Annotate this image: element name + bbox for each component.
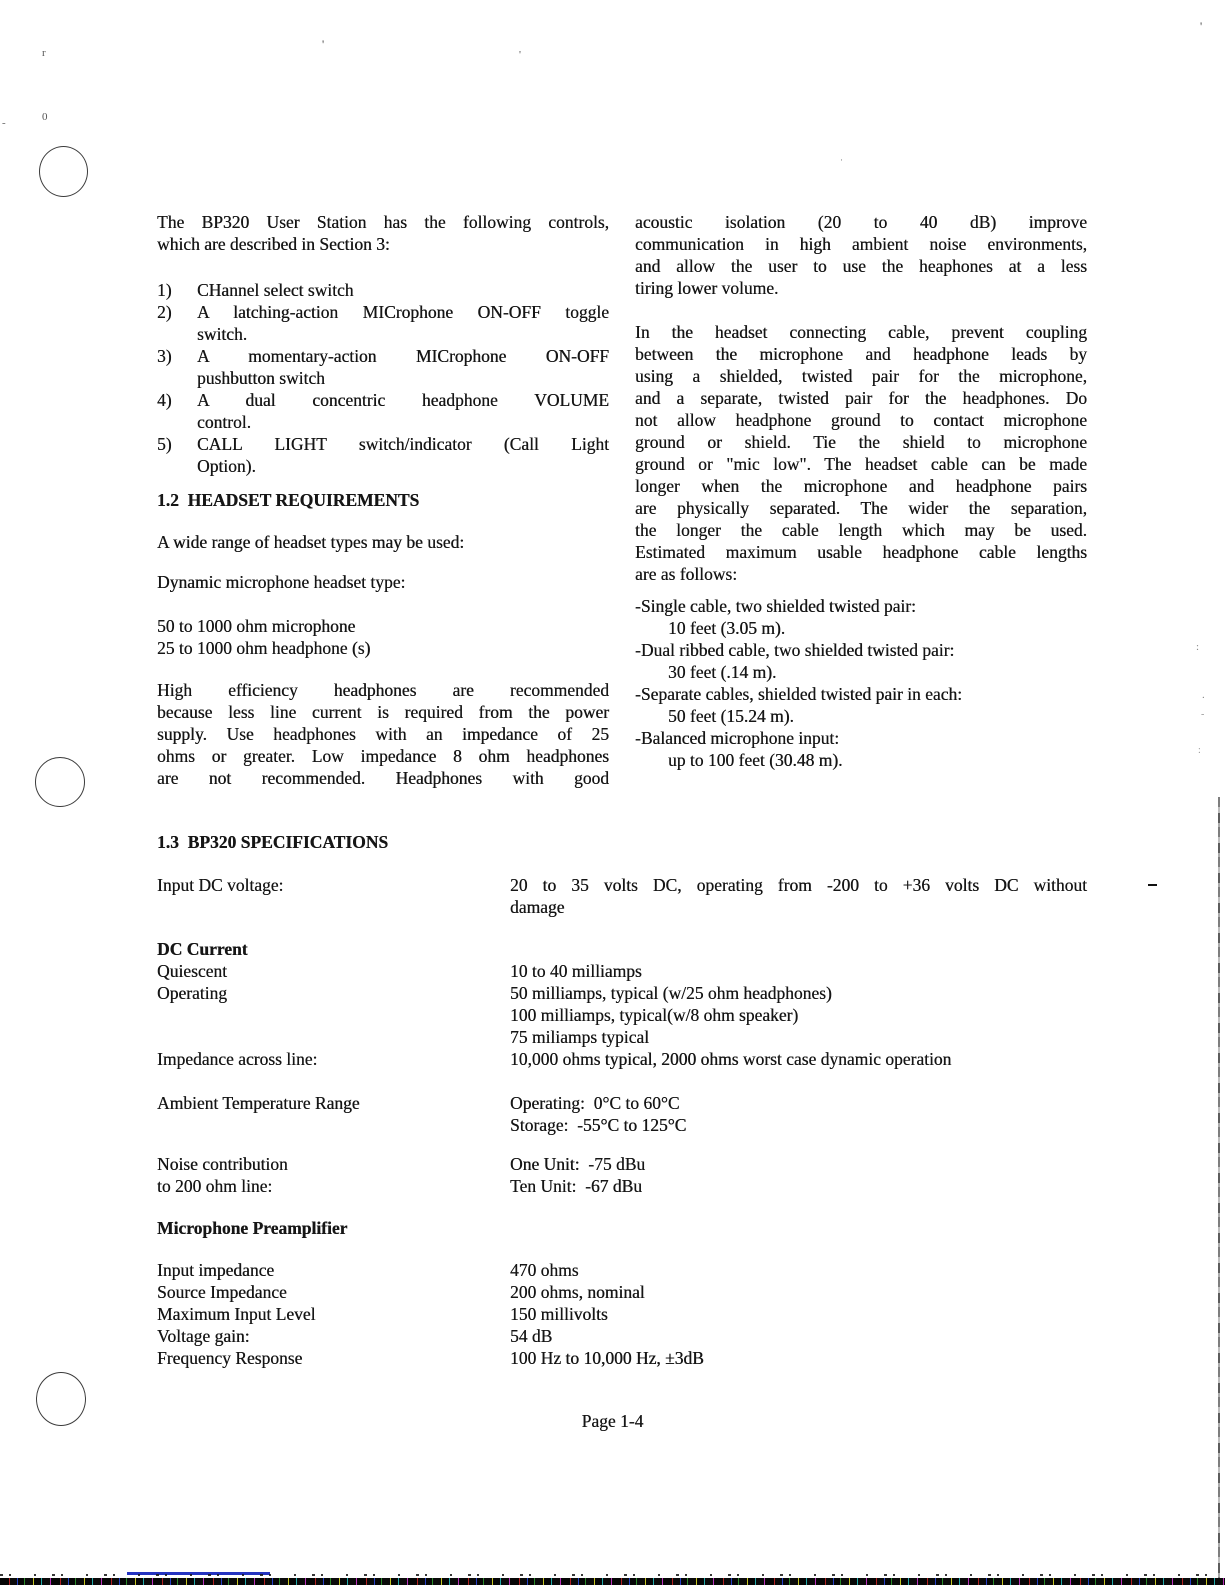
text-line: tiring lower volume.: [635, 278, 779, 298]
text-line: Estimated maximum usable headphone cable lengths: [635, 542, 1087, 562]
text-line: High efficiency headphones are recommended: [157, 680, 609, 700]
list-item: [157, 345, 609, 389]
text-line: A wide range of headset types may be used:: [157, 532, 465, 552]
text-line: and a separate, twisted pair for the headphones. Do: [635, 388, 1087, 408]
text-line: ground or "mic low". The headset cable can be made: [635, 454, 1087, 474]
text-line: Dynamic microphone headset type:: [157, 572, 406, 592]
text-line: up to 100 feet (30.48 m).: [668, 750, 843, 770]
scan-speck: -: [2, 117, 6, 129]
controls-list: [157, 279, 609, 477]
spec-value: Storage: -55°C to 125°C: [510, 1115, 687, 1135]
cable-length-list: [635, 595, 1087, 771]
scan-edge-line: [1218, 797, 1220, 1585]
list-number: 4): [157, 390, 172, 410]
text-line: are physically separated. The wider the separation,: [635, 498, 1087, 518]
spec-row: [157, 1281, 1087, 1303]
text-line: using a shielded, twisted pair for the microphone,: [635, 366, 1087, 386]
text-line: longer when the microphone and headphone pairs: [635, 476, 1087, 496]
text-line: control.: [197, 412, 251, 432]
text-line: 30 feet (.14 m).: [668, 662, 777, 682]
spec-row: [157, 938, 1087, 960]
spec-row: [157, 1004, 1087, 1026]
spec-value: 150 millivolts: [510, 1304, 608, 1324]
text-line: which are described in Section 3:: [157, 234, 390, 254]
text-line: A momentary-action MICrophone ON-OFF: [197, 346, 609, 366]
spec-row: [157, 1114, 1087, 1136]
scan-speck: ·: [840, 155, 843, 165]
scan-speck: -: [1201, 709, 1205, 720]
spec-label: Frequency Response: [157, 1348, 303, 1368]
spec-label: Operating: [157, 983, 227, 1003]
text-line: not allow headphone ground to contact microphone: [635, 410, 1087, 430]
spec-block-dc-current: [157, 938, 1087, 1070]
text-line: A dual concentric headphone VOLUME: [197, 390, 609, 410]
list-item: [635, 683, 1087, 727]
text-line: The BP320 User Station has the following controls,: [157, 212, 609, 232]
spec-row: [157, 896, 1087, 918]
scan-speck: :: [1196, 641, 1200, 653]
spec-label: to 200 ohm line:: [157, 1176, 273, 1196]
spec-value: 100 Hz to 10,000 Hz, ±3dB: [510, 1348, 704, 1368]
text-line: -Single cable, two shielded twisted pair:: [635, 596, 916, 616]
scan-speck: r: [42, 47, 46, 59]
spec-label: Input DC voltage:: [157, 875, 284, 895]
text-line: -Balanced microphone input:: [635, 728, 840, 748]
list-item: [157, 279, 609, 301]
list-item: [635, 727, 1087, 771]
left-column: [157, 211, 609, 789]
spec-label: [157, 1114, 510, 1136]
spec-block-preamp-heading: [157, 1217, 1087, 1239]
text-line: are as follows:: [635, 564, 738, 584]
text-line: Option).: [197, 456, 256, 476]
text-line: CHannel select switch: [197, 280, 354, 300]
right-column: [635, 211, 1087, 771]
scan-dash-strip: [0, 1574, 1225, 1576]
scan-speck: .: [1202, 689, 1205, 701]
spec-label: Impedance across line:: [157, 1049, 318, 1069]
spec-row: [157, 1153, 1087, 1175]
spec-value: [510, 938, 1087, 960]
spec-row: [157, 960, 1087, 982]
spec-block-voltage: [157, 874, 1087, 918]
text-line: 25 to 1000 ohm headphone (s): [157, 638, 371, 658]
list-number: 1): [157, 280, 172, 300]
text-line: and allow the user to use the heaphones at a less: [635, 256, 1087, 276]
spec-value: 10,000 ohms typical, 2000 ohms worst case dynamic operation: [510, 1049, 952, 1069]
text-line: -Dual ribbed cable, two shielded twisted pair:: [635, 640, 955, 660]
list-number: 5): [157, 434, 172, 454]
spec-row: [157, 874, 1087, 896]
spec-value: 470 ohms: [510, 1260, 579, 1280]
spec-row: [157, 1347, 1087, 1369]
text-line: A latching-action MICrophone ON-OFF toggle: [197, 302, 609, 322]
spec-label: [157, 1004, 510, 1026]
scan-dash-mark: [1148, 884, 1157, 886]
text-line: between the microphone and headphone leads by: [635, 344, 1087, 364]
spec-value: Operating: 0°C to 60°C: [510, 1093, 680, 1113]
spec-value: One Unit: -75 dBu: [510, 1154, 646, 1174]
spec-value: Ten Unit: -67 dBu: [510, 1176, 642, 1196]
section-1-2-heading: 1.2 HEADSET REQUIREMENTS: [157, 490, 420, 510]
spec-label: Quiescent: [157, 961, 227, 981]
scan-speck: ': [1200, 19, 1203, 33]
intro-paragraph: [157, 211, 609, 255]
spec-label: Source Impedance: [157, 1282, 287, 1302]
text-line: CALL LIGHT switch/indicator (Call Light: [197, 434, 609, 454]
scan-speck: ': [519, 49, 521, 61]
spec-row: [157, 1175, 1087, 1197]
list-item: [157, 433, 609, 477]
spec-value: 54 dB: [510, 1326, 553, 1346]
text-line: acoustic isolation (20 to 40 dB) improve: [635, 212, 1087, 232]
list-item: [157, 389, 609, 433]
list-item: [635, 595, 1087, 639]
text-line: 50 feet (15.24 m).: [668, 706, 794, 726]
spec-value: 75 miliamps typical: [510, 1027, 650, 1047]
list-item: [157, 301, 609, 345]
acoustic-paragraph: [635, 211, 1087, 299]
text-line: the longer the cable length which may be used.: [635, 520, 1087, 540]
spec-row: [157, 1048, 1087, 1070]
text-line: communication in high ambient noise environments,: [635, 234, 1087, 254]
spec-value: 50 milliamps, typical (w/25 ohm headphones): [510, 983, 832, 1003]
section-1-3-heading: 1.3 BP320 SPECIFICATIONS: [157, 832, 389, 852]
spec-row: [157, 1325, 1087, 1347]
spec-label: Voltage gain:: [157, 1326, 250, 1346]
spec-block-preamp: [157, 1259, 1087, 1369]
spec-block-temperature: [157, 1092, 1087, 1136]
spec-label: Noise contribution: [157, 1154, 288, 1174]
spec-value: 200 ohms, nominal: [510, 1282, 645, 1302]
spec-label: DC Current: [157, 939, 248, 959]
scan-speck: 0: [42, 111, 48, 123]
text-line: ground or shield. Tie the shield to microphone: [635, 432, 1087, 452]
scan-speck: ': [322, 37, 325, 51]
mic-preamplifier-heading: Microphone Preamplifier: [157, 1218, 348, 1238]
headset-cable-paragraph: [635, 321, 1087, 585]
spec-label: Maximum Input Level: [157, 1304, 316, 1324]
spec-row: [157, 1303, 1087, 1325]
high-efficiency-paragraph: [157, 679, 609, 789]
spec-value: 100 milliamps, typical(w/8 ohm speaker): [510, 1005, 799, 1025]
text-line: pushbutton switch: [197, 368, 325, 388]
spec-value: 10 to 40 milliamps: [510, 961, 642, 981]
scan-speck: :: [1198, 745, 1201, 756]
punch-hole: [35, 757, 85, 807]
spec-row: [157, 1259, 1087, 1281]
list-number: 2): [157, 302, 172, 322]
spec-row: [157, 1092, 1087, 1114]
spec-label: Ambient Temperature Range: [157, 1093, 360, 1113]
text-line: 10 feet (3.05 m).: [668, 618, 786, 638]
punch-hole: [39, 146, 88, 197]
spec-value: 20 to 35 volts DC, operating from -200 to +36 volts DC without: [510, 875, 1087, 895]
text-line: -Separate cables, shielded twisted pair in each:: [635, 684, 963, 704]
spec-label: [157, 1026, 510, 1048]
spec-value: damage: [510, 897, 565, 917]
spec-row: [157, 982, 1087, 1004]
spec-label: Input impedance: [157, 1260, 275, 1280]
scan-noise-bar: [0, 1578, 1225, 1585]
text-line: are not recommended. Headphones with good: [157, 768, 609, 788]
spec-row: [157, 1026, 1087, 1048]
list-item: [635, 639, 1087, 683]
text-line: because less line current is required from the power: [157, 702, 609, 722]
text-line: 50 to 1000 ohm microphone: [157, 616, 356, 636]
text-line: switch.: [197, 324, 248, 344]
text-line: ohms or greater. Low impedance 8 ohm headphones: [157, 746, 609, 766]
spec-label: [157, 896, 510, 918]
ohm-spec-lines: [157, 615, 609, 659]
text-line: supply. Use headphones with an impedance of 25: [157, 724, 609, 744]
spec-block-noise: [157, 1153, 1087, 1197]
text-line: In the headset connecting cable, prevent coupling: [635, 322, 1087, 342]
page-number: Page 1-4: [581, 1411, 644, 1431]
list-number: 3): [157, 346, 172, 366]
